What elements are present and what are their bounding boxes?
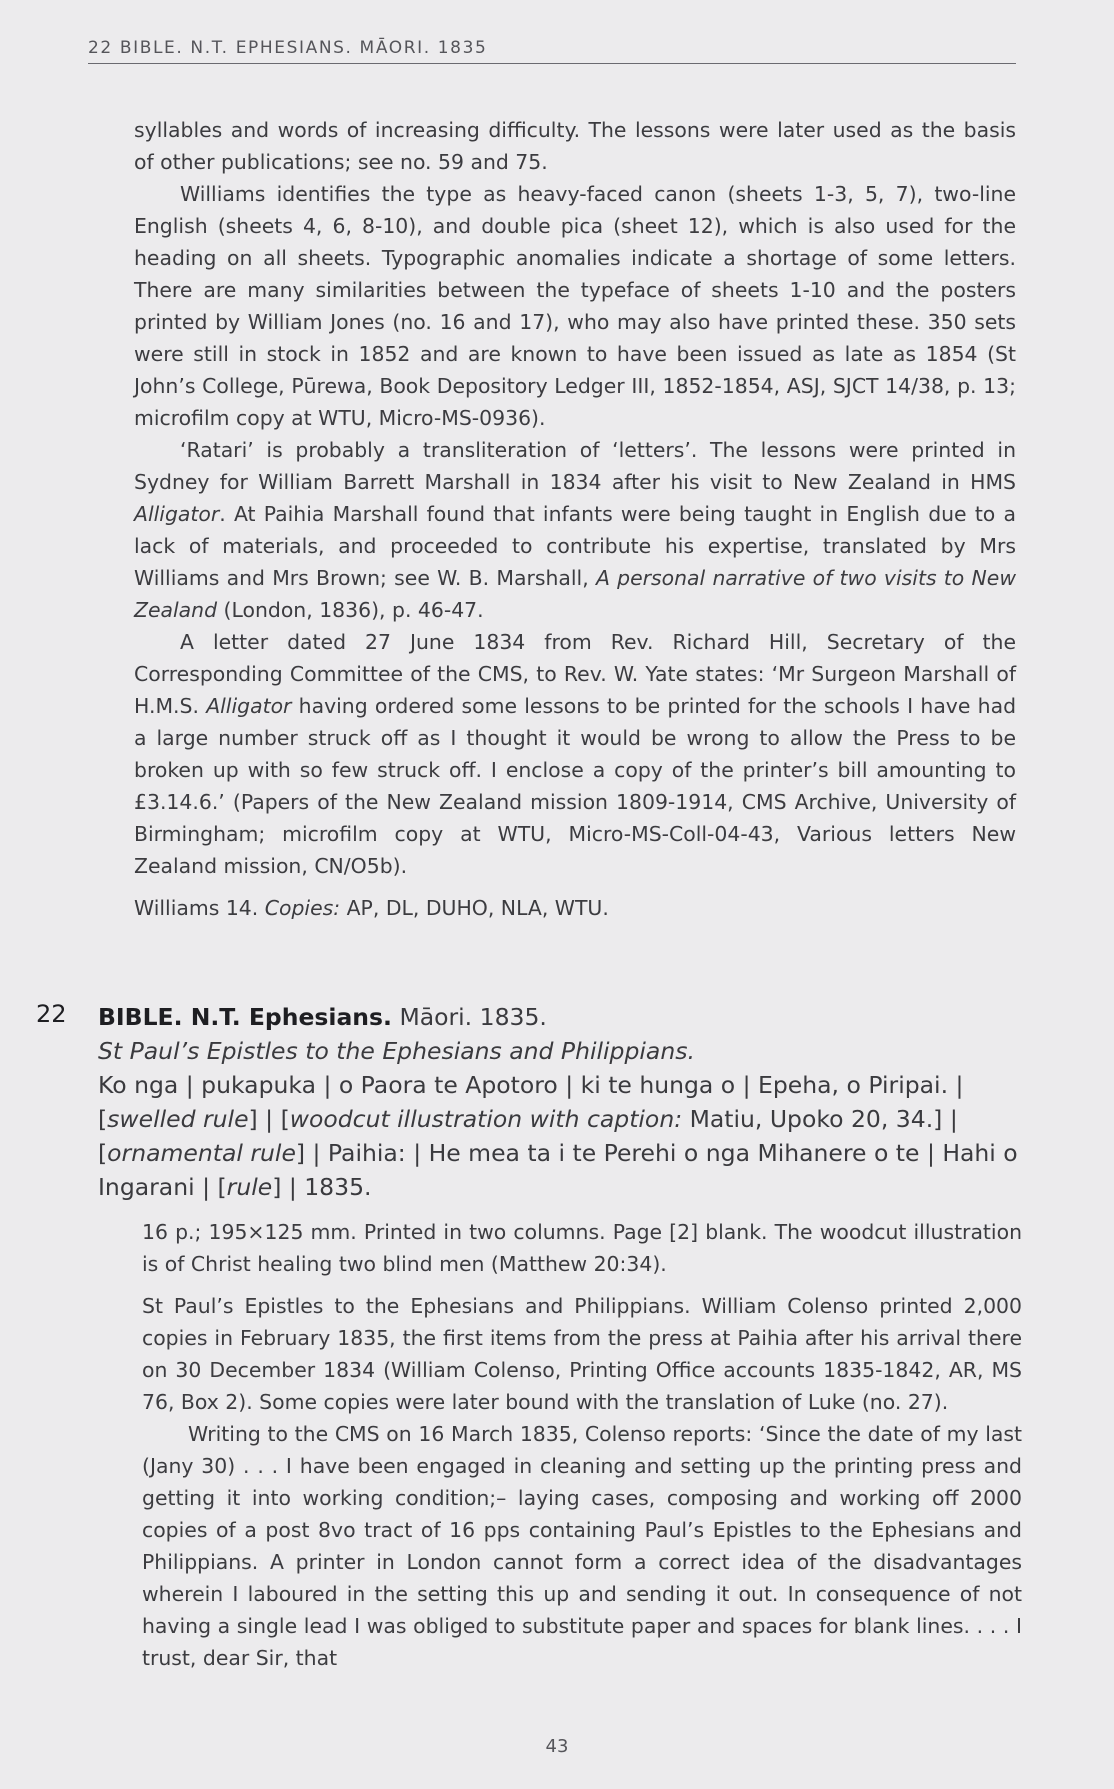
copies-line: Williams 14. Copies: AP, DL, DUHO, NLA, WTU.: [134, 896, 609, 920]
ship-name: Alligator: [134, 502, 220, 526]
entry-heading: BIBLE. N.T. Ephesians. Māori. 1835.: [98, 1003, 547, 1031]
paragraph: Williams identifies the type as heavy-faced canon (sheets 1-3, 5, 7), two-line English (sheets 4, 6, 8-10), and double pica (sheet 12), which is also used for the heading on all sheets. Typographic anomalies indicate a shortage of some letters. There are many similarities between the typeface of sheets 1-10 and the posters printed by William Jones (no. 16 and 17), who may also have printed these. 350 sets were still in stock in 1852 and are known to have been issued as late as 1854 (St John’s College, Pūrewa, Book Depository Ledger III, 1852-1854, ASJ, SJCT 14/38, p. 13; microfilm copy at WTU, Micro-MS-0936).: [134, 182, 1016, 430]
copies-label: Copies:: [264, 896, 341, 920]
previous-entry-notes: [134, 114, 1016, 924]
paragraph: A letter dated 27 June 1834 from Rev. Richard Hill, Secretary of the Corresponding Committee of the CMS, to Rev. W. Yate states: ‘Mr Surgeon Marshall of H.M.S. Alligator having ordered some lessons to be printed for the schools I have had a large number struck off as I thought it would be wrong to allow the Press to be broken up with so few struck off. I enclose a copy of the printer’s bill amounting to £3.14.6.’ (Papers of the New Zealand mission 1809-1914, CMS Archive, University of Birmingham; microfilm copy at WTU, Micro-MS-Coll-04-43, Various letters New Zealand mission, CN/O5b).: [134, 630, 1017, 878]
book-title: A personal narrative of two visits to New Zealand: [134, 566, 1016, 622]
paragraph: syllables and words of increasing difficulty. The lessons were later used as the basis of other publications; see no. 59 and 75.: [134, 118, 1016, 174]
paragraph: Writing to the CMS on 16 March 1835, Colenso reports: ‘Since the date of my last (Jany 30) . . . I have been engaged in cleaning and setting up the printing press and getting it into working condition;– laying cases, composing and working off 2000 copies of a post 8vo tract of 16 pps containing Paul’s Epistles to the Ephesians and Philippians. A printer in London cannot form a correct idea of the disadvantages wherein I laboured in the setting this up and sending it out. In consequence of not having a single lead I was obliged to substitute paper and spaces for blank lines. . . . I trust, dear Sir, that: [142, 1422, 1022, 1670]
entry-description: [142, 1216, 1022, 1674]
entry-number: 22: [36, 1000, 67, 1028]
page-number: 43: [545, 1736, 569, 1757]
paragraph: St Paul’s Epistles to the Ephesians and Philippians. William Colenso printed 2,000 copies in February 1835, the first items from the press at Paihia after his arrival there on 30 December 1834 (William Colenso, Printing Office accounts 1835-1842, AR, MS 76, Box 2). Some copies were later bound with the translation of Luke (no. 27).: [142, 1294, 1022, 1414]
ship-name: Alligator: [206, 694, 292, 718]
collation-note: 16 p.; 195×125 mm. Printed in two columns. Page [2] blank. The woodcut illustration is of Christ healing two blind men (Matthew 20:34).: [142, 1220, 1022, 1276]
title-transcription: Ko nga | pukapuka | o Paora te Apotoro | ki te hunga o | Epeha, o Piripai. | [swelled rule] | [woodcut illustration with caption: Matiu, Upoko 20, 34.] | [ornamental rule] | Paihia: | He mea ta i te Perehi o nga Mihanere o te | Hahi o Ingarani | [rule] | 1835.: [98, 1071, 1018, 1201]
running-header: 22 BIBLE. N.T. EPHESIANS. MĀORI. 1835: [88, 38, 1016, 64]
paragraph: ‘Ratari’ is probably a transliteration of ‘letters’. The lessons were printed in Sydney for William Barrett Marshall in 1834 after his visit to New Zealand in HMS Alligator. At Paihia Marshall found that infants were being taught in English due to a lack of materials, and proceeded to contribute his expertise, translated by Mrs Williams and Mrs Brown; see W. B. Marshall, A personal narrative of two visits to New Zealand (London, 1836), p. 46-47.: [134, 438, 1016, 622]
entry-heading-block: [98, 1000, 1022, 1204]
translated-title: St Paul’s Epistles to the Ephesians and Philippians.: [98, 1037, 695, 1065]
